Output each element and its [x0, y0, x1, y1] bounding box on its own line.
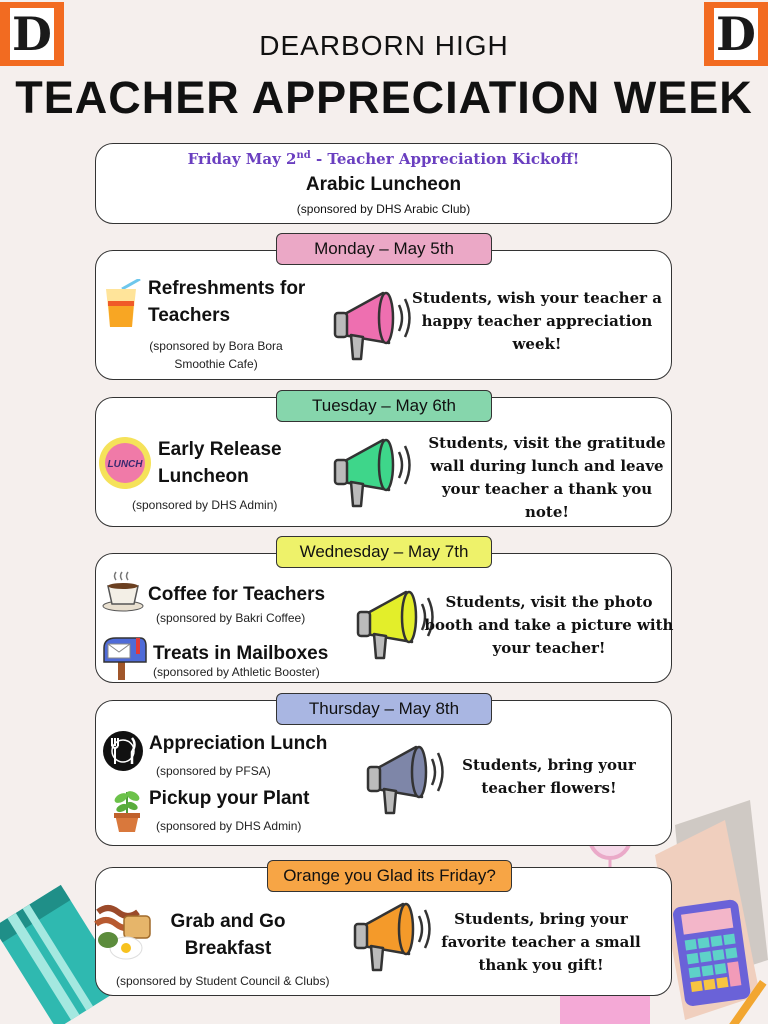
plant-icon: [112, 784, 142, 834]
item-sponsor: (sponsored by Athletic Booster): [153, 665, 320, 679]
smoothie-icon: [102, 279, 142, 329]
logo-letter: D: [10, 8, 54, 60]
item-sponsor: (sponsored by Student Council & Clubs): [116, 974, 330, 988]
tag-monday: Monday – May 5th: [276, 233, 492, 265]
logo-letter: D: [714, 8, 758, 60]
page-title: TEACHER APPRECIATION WEEK: [15, 72, 753, 123]
tag-thursday: Thursday – May 8th: [276, 693, 492, 725]
card-monday: [95, 250, 672, 380]
student-message: Students, visit the photo booth and take a picture with your teacher!: [424, 593, 674, 657]
fork-knife-icon: [102, 730, 144, 772]
megaphone-icon: [331, 285, 415, 365]
item-name: Appreciation Lunch: [149, 733, 328, 754]
item-sponsor: (sponsored by Bora Bora Smoothie Cafe): [149, 339, 283, 371]
kickoff-card: [95, 143, 672, 224]
item-name: Refreshments for Teachers: [148, 278, 306, 326]
student-message: Students, visit the gratitude wall during lunch and leave your teacher a thank you note!: [428, 434, 666, 521]
card-wednesday: [95, 553, 672, 683]
item-name: Coffee for Teachers: [148, 584, 326, 605]
item-sponsor: (sponsored by DHS Admin): [132, 498, 278, 512]
megaphone-icon: [331, 432, 415, 512]
coffee-icon: [102, 570, 144, 612]
item-name: Pickup your Plant: [149, 788, 310, 809]
item-sponsor: (sponsored by PFSA): [156, 764, 271, 778]
tag-tuesday: Tuesday – May 6th: [276, 390, 492, 422]
kickoff-event: Arabic Luncheon: [305, 174, 462, 195]
item-sponsor: (sponsored by DHS Admin): [156, 819, 302, 833]
student-message: Students, bring your favorite teacher a small thank you gift!: [441, 910, 641, 974]
tag-wednesday: Wednesday – May 7th: [276, 536, 492, 568]
lunch-icon-text: LUNCH: [107, 459, 143, 470]
lunch-icon: [98, 436, 152, 490]
item-sponsor: (sponsored by Bakri Coffee): [156, 611, 306, 625]
school-name: DEARBORN HIGH: [259, 30, 509, 61]
kickoff-heading: Friday May 2nd - Teacher Appreciation Kickoff!: [187, 150, 580, 168]
student-message: Students, wish your teacher a happy teacher appreciation week!: [412, 289, 662, 353]
breakfast-icon: [94, 902, 158, 962]
item-name: Treats in Mailboxes: [153, 643, 329, 664]
kickoff-sponsor: (sponsored by DHS Arabic Club): [296, 202, 471, 216]
item-name: Grab and Go Breakfast: [170, 911, 286, 959]
item-name: Early Release Luncheon: [158, 439, 282, 487]
student-message: Students, bring your teacher flowers!: [462, 756, 636, 797]
tag-friday: Orange you Glad its Friday?: [267, 860, 512, 892]
mailbox-icon: [102, 636, 148, 682]
megaphone-icon: [351, 896, 435, 976]
